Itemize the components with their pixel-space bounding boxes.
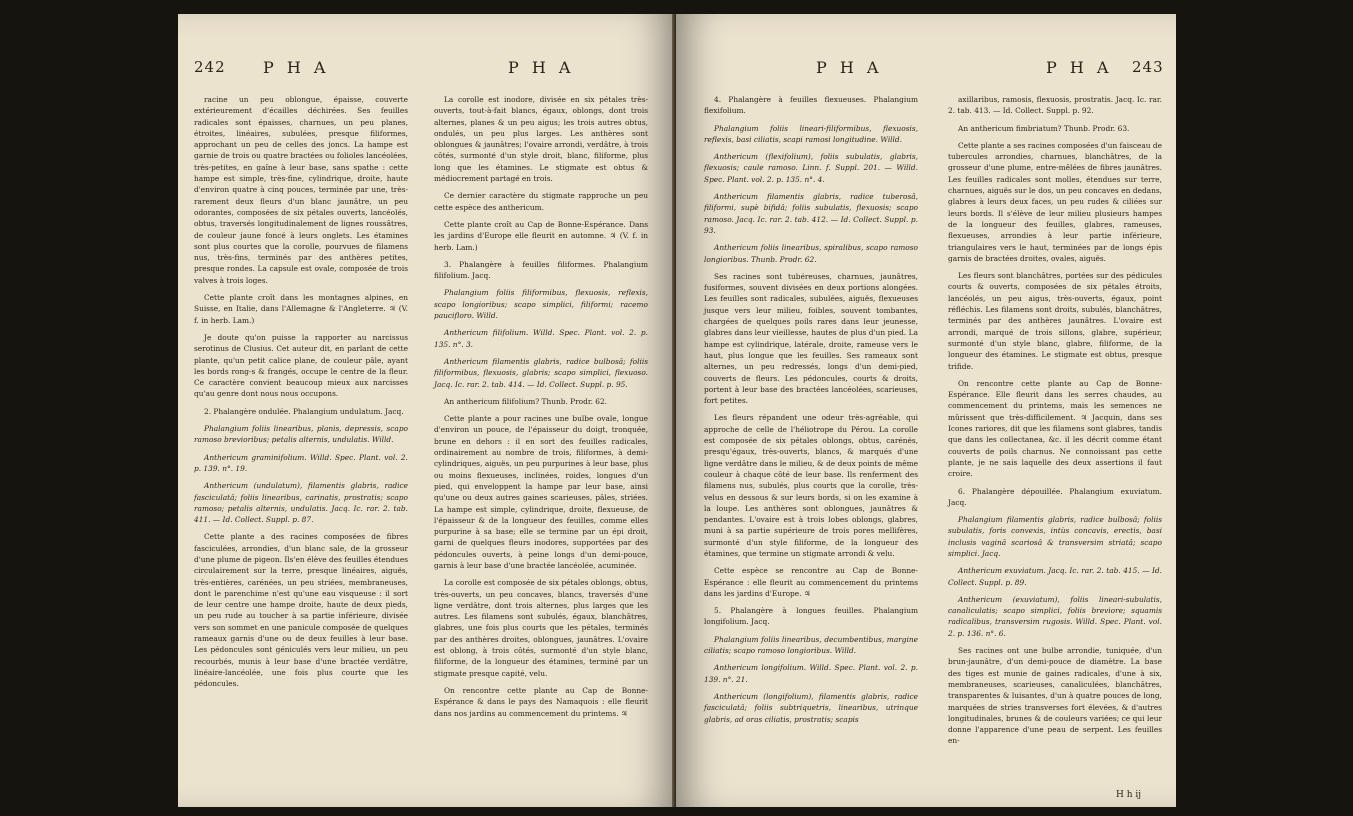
paragraph: Ses racines ont une bulbe arrondie, tuniquée, d'un brun-jaunâtre, d'un demi-pouce de diamètre. La base des tiges est munie de gaines radicales, d'une à six, membraneuses, scarieuses, canaliculées, blanchâtres, transparentes & luisantes, d'un à quatre pouces de long, marquées de stries transverses fort élevées, & d'autres longitudinales, brunes & de couleurs variées; ce qui leur donne l'apparence d'une peau de serpent. Les feuilles en- — [948, 646, 1162, 746]
paragraph: La corolle est composée de six pétales oblongs, obtus, très-ouverts, un peu concaves, blancs, traversés d'une ligne verdâtre, dont trois alternes, plus larges que les autres. Les filamens sont subulés, égaux, blanchâtres, glabres, une fois plus courts que les pétales, terminés par des anthères droites, oblongues, jaunâtres. L'ovaire est oblong, à trois côtés, surmonté d'un style blanc, filiforme, de la longueur des étamines, terminé par un stigmate presque capité, velu. — [434, 578, 648, 678]
paragraph: Phalangium foliis linearibus, decumbentibus, margine ciliatis; scapo ramoso longioribus. Willd. — [704, 634, 918, 656]
paragraph: On rencontre cette plante au Cap de Bonne-Espérance & dans le pays des Namaquois : elle fleurit dans nos jardins au commencement du printems. ♃ — [434, 685, 648, 718]
paragraph: Phalangium foliis linearibus, planis, depressis, scapo ramoso brevioribus; petalis alternis, undulatis. Willd. — [194, 424, 408, 445]
paragraph: 3. Phalangère à feuilles filiformes. Phalangium filifolium. Jacq. — [434, 259, 648, 281]
paragraph: An anthericum filifolium? Thunb. Prodr. 62. — [444, 396, 608, 406]
paragraph: racine un peu oblongue, épaisse, couverte extérieurement d'écailles déchirées. Ses feuilles radicales sont épaisses, charnues, un peu planes, étroites, linéaires, subulées, presque filiformes, approchant un peu de celles des joncs. La hampe est garnie de trois ou quatre bractées ou folioles lancéolées, très-petites, en gaîne à leur base, sans spathe : cette hampe est simple, très-fine, cylindrique, droite, haute d'environ quatre à cinq pouces, terminée par une, très-rarement deux fleurs d'un blanc jaunâtre, un peu odorantes, composées de six pétales ouverts, lancéolés, obtus, traversés longitudinalement de lignes roussâtres, de couleur jaune foncé à leurs onglets. Les étamines sont plus courtes que la corolle, pourvues de filamens nus, très-fins, terminés par des anthères petites, presque rondes. La capsule est ovale, composée de trois valves à trois loges. — [194, 95, 408, 285]
paragraph: Anthericum graminifolium. Willd. Spec. Plant. vol. 2. p. 139. n°. 19. — [194, 452, 408, 473]
paragraph: 2. Phalangère ondulée. Phalangium undulatum. Jacq. — [204, 406, 404, 416]
page-number: 243 — [1132, 58, 1164, 76]
paragraph: Anthericum filifolium. Willd. Spec. Plant. vol. 2. p. 135. n°. 3. — [434, 328, 648, 349]
paragraph: An anthericum fimbriatum? Thunb. Prodr. 63. — [958, 123, 1130, 133]
running-head: P H A — [508, 58, 575, 77]
text-column — [704, 94, 918, 731]
paragraph: Cette plante a pour racines une bulbe ovale, longue d'environ un pouce, de l'épaisseur du doigt, tronquée, brune en dehors : il en sort des feuilles radicales, ordinairement au nombre de trois, filiformes, à demi-cylindriques, aiguës, un peu purpurines à leur base, plus ou moins flexueuses, inclinées, roides, longues d'un pied, qui enveloppent la hampe par leur base, ainsi qu'une ou deux autres gaines scarieuses, pâles, striées. La hampe est simple, cylindrique, droite, flexueuse, de l'épaisseur & de la longueur des feuilles, comme elles purpurine à sa base; elle se termine par un épi droit, garni de quelques fleurs inodores, supportées par des pédoncules ouverts, à peine longs d'un demi-pouce, garnis à leur base d'une bractée lancéolée, acuminée. — [434, 414, 648, 570]
paragraph: Anthericum foliis linearibus, spiralibus, scapo ramoso longioribus. Thunb. Prodr. 62. — [704, 243, 918, 264]
paragraph: 5. Phalangère à longues feuilles. Phalangium longifolium. Jacq. — [704, 606, 918, 627]
paragraph: axillaribus, ramosis, flexuosis, prostratis. Jacq. Ic. rar. 2. tab. 413. — Id. Collect. Suppl. p. 92. — [948, 95, 1162, 116]
page-number: 242 — [194, 58, 226, 76]
text-column — [434, 94, 648, 725]
paragraph: Ce dernier caractère du stigmate rapproche un peu cette espèce des anthericum. — [434, 191, 648, 212]
paragraph: Anthericum filamentis glabris, radice bulbosâ; foliis filiformibus, flexuosis, glabris; scapo simplici, flexuoso. Jacq. Ic. rar. 2. tab. 414. — Id. Collect. Suppl. p. 95. — [434, 356, 648, 389]
paragraph: Cette espèce se rencontre au Cap de Bonne-Espérance : elle fleurit au commencement du printems dans les jardins d'Europe. ♃ — [704, 566, 918, 598]
paragraph: Cette plante croît au Cap de Bonne-Espérance. Dans les jardins d'Europe elle fleurit en automne. ♃ (V. f. in herb. Lam.) — [434, 219, 648, 252]
running-head: P H A — [263, 58, 330, 77]
paragraph: La corolle est inodore, divisée en six pétales très-ouverts, tout-à-fait blancs, égaux, oblongs, dont trois alternes, planes & un peu aigus; les trois autres obtus, ondulés, un peu plus larges. Les anthères sont oblongues & jaunâtres; l'ovaire arrondi, verdâtre, à trois côtés, surmonté d'un style droit, blanc, filiforme, plus long que les étamines. Le stigmate est obtus & médiocrement partagé en trois. — [434, 95, 648, 184]
paragraph: Anthericum (flexifolium), foliis subulatis, glabris, flexuosis; caule ramoso. Linn. f. Suppl. 201. — Willd. Spec. Plant. vol. 2. p. 135. n°. 4. — [704, 152, 918, 184]
running-head: P H A — [816, 58, 883, 77]
paragraph: Phalangium filamentis glabris, radice bulbosâ; foliis subulatis, foris convexis, intùs concavis, erectis, basi inclusis vaginâ scariosâ & transversim striatâ; scapo simplici. Jacq. — [948, 515, 1162, 558]
paragraph: 4. Phalangère à feuilles flexueuses. Phalangium flexifolium. — [704, 95, 918, 116]
paragraph: Cette plante croît dans les montagnes alpines, en Suisse, en Italie, dans l'Allemagne & l'Angleterre. ♃ (V. f. in herb. Lam.) — [194, 293, 408, 325]
paragraph: Anthericum (longifolium), filamentis glabris, radice fasciculatâ; foliis subtriquetris, linearibus, utrinque glabris, ad oras ciliatis, prostratis; scapis — [704, 691, 918, 724]
right-page — [676, 14, 1176, 807]
paragraph: Anthericum filamentis glabris, radice tuberosâ, filiformi, supè bifidâ; foliis subulatis, flexuosis; scapo ramoso. Jacq. Ic. rar. 2. tab. 412. — Id. Collect. Suppl. p. 93. — [704, 192, 918, 235]
paragraph: Anthericum longifolium. Willd. Spec. Plant. vol. 2. p. 139. n°. 21. — [704, 663, 918, 684]
paragraph: Les fleurs répandent une odeur très-agréable, qui approche de celle de l'héliotrope du Pérou. La corolle est composée de six pétales oblongs, obtus, carénés, presqu'égaux, très-ouverts, blancs, & marqués d'une ligne verdâtre dans le milieu, & de deux points de même couleur à chaque côté de leur base. Ils renferment des filamens nus, subulés, plus courts que la corolle, très-velus en dessous & sur leurs bords, si on les examine à la loupe. Les anthères sont oblongues, jaunâtres & pendantes. L'ovaire est à trois lobes oblongs, glabres, muni à sa partie supérieure de trois pores mellifères, surmonté d'un style filiforme, de la longueur des étamines, que termine un stigmate arrondi & velu. — [704, 413, 918, 558]
paragraph: Les fleurs sont blanchâtres, portées sur des pédicules courts & ouverts, composées de six pétales étroits, lancéolés, un peu aigus, très-ouverts, égaux, point réfléchis. Les filamens sont droits, subulés, blanchâtres, terminés par des anthères jaunâtres. L'ovaire est arrondi, marqué de trois sillons, glabre, supérieur, surmonté d'un style blanc, glabre, filiforme, de la longueur des étamines. Le stigmate est obtus, presque trifide. — [948, 271, 1162, 371]
text-column — [948, 94, 1162, 753]
paragraph: 6. Phalangère dépouillée. Phalangium exuviatum. Jacq. — [948, 486, 1162, 507]
paragraph: Cette plante a des racines composées de fibres fasciculées, arrondies, d'un blanc sale, de la grosseur d'une plume de pigeon. Ils'en élève des feuilles étendues circulairement sur la terre, presque linéaires, aiguës, très-entières, carénées, un peu striées, membraneuses, dont le parenchime n'est qu'une eau visqueuse : il sort de leur centre une hampe droite, haute de deux pieds, un peu rude au toucher à sa partie inférieure, divisée vers son sommet en une panicule composée de quelques rameaux garnis d'une ou de deux feuilles à leur base. Les pédoncules sont géniculés vers leur milieu, un peu recourbés, munis à leur base d'une bractée verdâtre, linéaire-lancéolée, une fois plus courte que les pédoncules. — [194, 532, 408, 689]
paragraph: Anthericum exuviatum. Jacq. Ic. rar. 2. tab. 415. — Id. Collect. Suppl. p. 89. — [948, 566, 1162, 587]
signature-mark: H h ij — [1116, 790, 1142, 800]
left-page — [178, 14, 675, 807]
running-head: P H A — [1046, 58, 1113, 77]
paragraph: Cette plante a ses racines composées d'un faisceau de tubercules arrondies, charnues, blanchâtres, de la grosseur d'une plume, entre-mêlées de fibres jaunâtres. Les feuilles radicales sont molles, étendues sur terre, charnues, aiguës sur le dos, un peu concaves en dedans, glabres à leurs deux faces, un peu rudes & ciliées sur leurs bords. Il s'élève de leur milieu plusieurs hampes de la longueur des feuilles, glabres, rameuses, flexueuses, arrondies à leur partie inférieure, triangulaires vers le haut, terminées par de longs épis garnis de bractées droites, ovales, aiguës. — [948, 140, 1162, 263]
paragraph: Anthericum (exuviatum), foliis lineari-subulatis, canaliculatis; scapo simplici, foliis breviore; squamis radicalibus, transversim rugosis. Willd. Spec. Plant. vol. 2. p. 136. n°. 6. — [948, 594, 1162, 638]
paragraph: Phalangium foliis lineari-filiformibus, flexuosis, reflexis, basi ciliatis, scapi ramosi longitudine. Willd. — [704, 123, 918, 144]
paragraph: On rencontre cette plante au Cap de Bonne-Espérance. Elle fleurit dans les serres chaudes, au commencement du printems, mais les semences ne mûrissent que très-difficilement. ♃ Jacquin, dans ses Icones rariores, dit que les filamens sont glabres, tandis que dans les collectanea, &c. il les décrit comme étant couverts de poils charnus. Ne connoissant pas cette plante, je ne sais laquelle des deux assertions il faut croire. — [948, 378, 1162, 479]
paragraph: Anthericum (undulatum), filamentis glabris, radice fasciculatâ; foliis linearibus, carinatis, prostratis; scapo ramoso; petalis alternis, undulatis. Jacq. Ic. rar. 2. tab. 411. — Id. Collect. Suppl. p. 87. — [194, 481, 408, 525]
paragraph: Phalangium foliis filiformibus, flexuosis, reflexis, scapo longioribus; scapo simplici, filiformi; racemo paucifloro. Willd. — [434, 288, 648, 321]
paragraph: Ses racines sont tubéreuses, charnues, jaunâtres, fusiformes, souvent divisées en deux portions alongées. Les feuilles sont radicales, subulées, aiguës, flexueuses jusque vers leur milieu, foibles, souvent tombantes, chargées de quelques poils rares dans leur jeunesse, glabres dans leur vieillesse, hautes de plus d'un pied. La hampe est cylindrique, latérale, droite, rameuse vers le haut, plus longue que les feuilles. Ses rameaux sont alternes, un peu redressés, longs d'un demi-pied, couverts de fleurs. Les pédoncules, courts & droits, portent à leur base des bractées lancéolées, scarieuses, fort petites. — [704, 271, 918, 406]
text-column — [194, 94, 408, 696]
paragraph: Je doute qu'on puisse la rapporter au narcissus serotinus de Clusius. Cet auteur dit, en parlant de cette plante, qu'un petit calice plane, de couleur pâle, ayant les bords rong-s & frangés, occupe le centre de la fleur. Ce caractère convient beaucoup mieux aux narcisses qu'au genre dont nous nous occupons. — [194, 332, 408, 399]
